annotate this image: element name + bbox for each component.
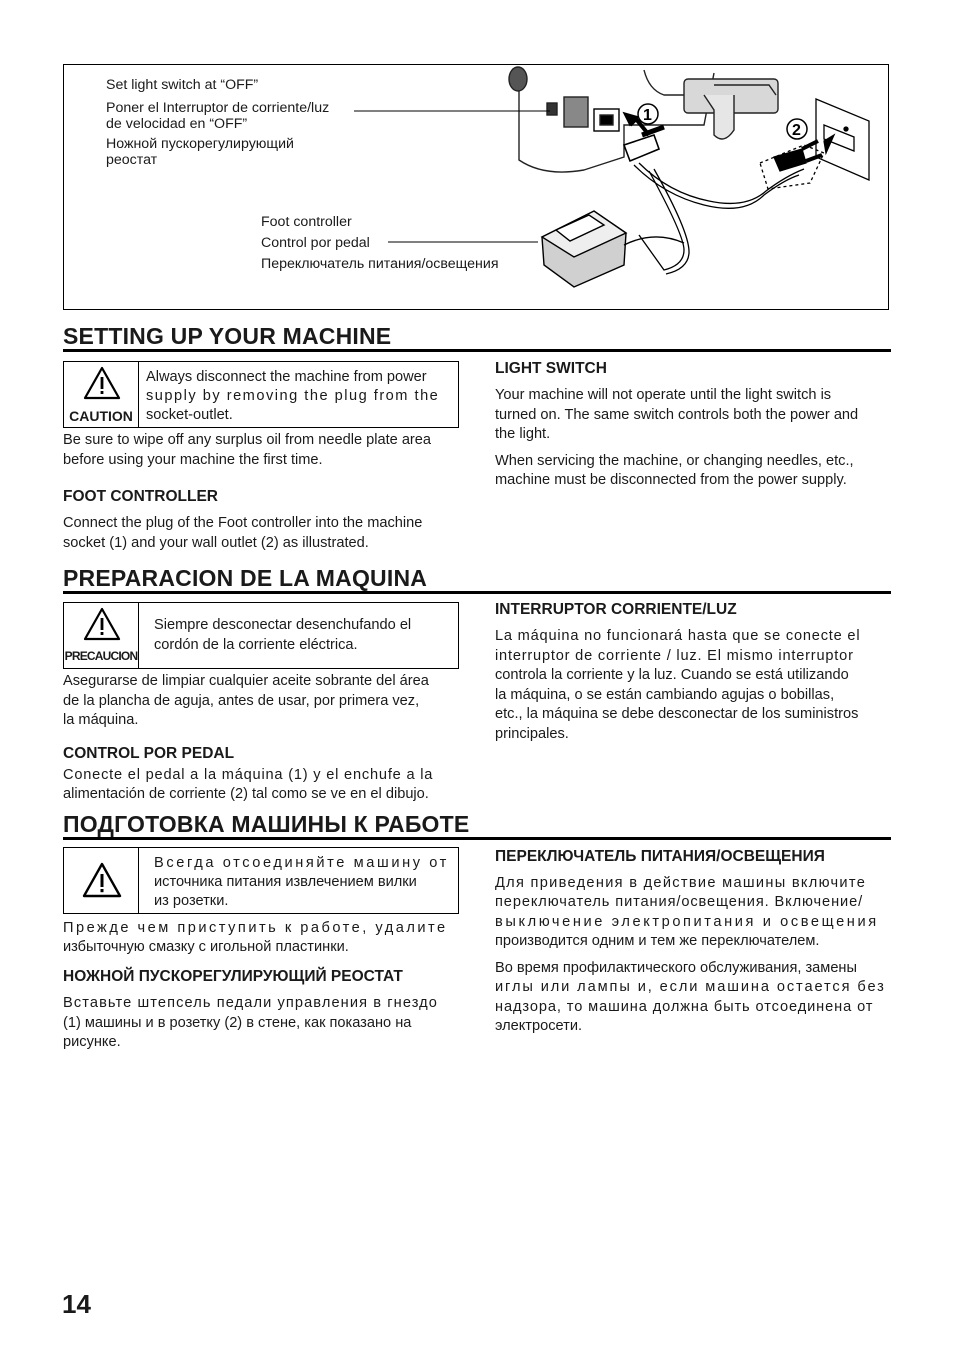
page-number: 14 — [62, 1289, 91, 1319]
light-ru-3: выключение электропитания и освещения — [495, 914, 879, 930]
light-en-2: turned on. The same switch controls both the power and — [495, 407, 859, 423]
precaucion-icon-cell — [64, 603, 139, 668]
light-es-5: etc., la máquina se debe desconectar de los suministros — [495, 706, 859, 722]
caution-text-es-1: Siempre desconectar desenchufando el — [154, 617, 412, 633]
light-ru-7: надзора, то машина должна быть отсоединена от — [495, 999, 874, 1015]
heading-light-es: INTERRUPTOR CORRIENTE/LUZ — [495, 601, 737, 618]
section-title-es: PREPARACION DE LA MAQUINA — [63, 565, 428, 591]
intro-ru-2: избыточную смазку с игольной пластинки. — [63, 939, 349, 955]
intro-es-3: la máquina. — [63, 712, 139, 728]
foot-es-1: Conecte el pedal a la máquina (1) y el enchufe a la — [63, 767, 434, 783]
light-ru-6: иглы или лампы и, если машина остается без — [495, 979, 886, 995]
foot-en-1: Connect the plug of the Foot controller into the machine — [63, 515, 423, 531]
caution-box-en — [63, 361, 459, 428]
switch-label-ru-1: Ножной пускорегулирующий — [106, 136, 294, 152]
power-cord-drawing — [634, 163, 804, 274]
light-ru-2: переключатель питания/освещения. Включение/ — [495, 894, 864, 910]
caution-text-ru-2: источника питания извлечением вилки — [154, 874, 417, 890]
marker-2-text: 2 — [792, 122, 801, 139]
section-title-en: SETTING UP YOUR MACHINE — [63, 323, 392, 349]
intro-ru-1: Прежде чем приступить к работе, удалите — [63, 920, 448, 936]
heading-light-en: LIGHT SWITCH — [495, 360, 607, 377]
warning-triangle-icon — [82, 862, 122, 898]
light-ru-1: Для приведения в действие машины включите — [495, 875, 867, 891]
light-ru-8: электросети. — [495, 1018, 583, 1034]
warning-triangle-icon — [83, 366, 121, 400]
caution-text-ru-3: из розетки. — [154, 893, 229, 909]
caution-label: CAUTION — [69, 408, 133, 424]
foot-ru-3: рисунке. — [63, 1034, 121, 1050]
caution-text-ru-1: Всегда отсоединяйте машину от — [154, 855, 449, 871]
light-es-3: controla la corriente y la luz. Cuando se está utilizando — [495, 667, 849, 683]
caution-text-en-1: Always disconnect the machine from power — [146, 369, 427, 385]
heading-foot-es: CONTROL POR PEDAL — [63, 745, 235, 762]
light-en-5: machine must be disconnected from the power supply. — [495, 472, 847, 488]
section-rule-es — [63, 591, 891, 594]
intro-es-2: de la plancha de aguja, antes de usar, por primera vez, — [63, 693, 420, 709]
foot-label-en: Foot controller — [261, 214, 352, 230]
marker-1-text: 1 — [643, 107, 652, 124]
section-rule-ru — [63, 837, 891, 840]
foot-en-2: socket (1) and your wall outlet (2) as illustrated. — [63, 535, 369, 551]
foot-ru-1: Вставьте штепсель педали управления в гнездо — [63, 995, 439, 1011]
intro-es-1: Asegurarse de limpiar cualquier aceite sobrante del área — [63, 673, 429, 689]
foot-label-es: Control por pedal — [261, 235, 370, 251]
light-en-4: When servicing the machine, or changing needles, etc., — [495, 453, 854, 469]
foot-ru-2: (1) машины и в розетку (2) в стене, как показано на — [63, 1015, 412, 1031]
light-en-1: Your machine will not operate until the light switch is — [495, 387, 832, 403]
section-title-ru: ПОДГОТОВКА МАШИНЫ К РАБОТЕ — [63, 811, 470, 837]
caution-icon-cell — [64, 362, 139, 427]
light-es-6: principales. — [495, 726, 569, 742]
precaucion-label: PRECAUCION — [64, 649, 138, 663]
light-es-1: La máquina no funcionará hasta que se conecte el — [495, 628, 861, 644]
foot-label-ru: Переключатель питания/освещения — [261, 256, 499, 272]
caution-text-es-2: cordón de la corriente eléctrica. — [154, 637, 358, 653]
switch-label-en: Set light switch at “OFF” — [106, 77, 259, 93]
heading-foot-ru: НОЖНОЙ ПУСКОРЕГУЛИРУЮЩИЙ РЕОСТАТ — [63, 968, 403, 985]
light-ru-4: производится одним и тем же переключателем. — [495, 933, 820, 949]
warning-triangle-icon — [83, 607, 121, 641]
caution-text-en-2: supply by removing the plug from the — [146, 388, 440, 404]
light-es-2: interruptor de corriente / luz. El mismo interruptor — [495, 648, 854, 664]
switch-label-es-2: de velocidad en “OFF” — [106, 116, 248, 132]
intro-en-2: before using your machine the first time. — [63, 452, 323, 468]
light-en-3: the light. — [495, 426, 551, 442]
heading-light-ru: ПЕРЕКЛЮЧАТЕЛЬ ПИТАНИЯ/ОСВЕЩЕНИЯ — [495, 848, 825, 865]
foot-pedal-drawing — [542, 211, 684, 287]
heading-foot-en: FOOT CONTROLLER — [63, 488, 218, 505]
caution-box-es — [63, 602, 459, 669]
caution-box-ru — [63, 847, 459, 914]
caution-text-en-3: socket-outlet. — [146, 407, 233, 423]
light-es-4: la máquina, o se están cambiando agujas o bobillas, — [495, 687, 835, 703]
ru-icon-cell — [64, 848, 139, 913]
section-rule-en — [63, 349, 891, 352]
foot-es-2: alimentación de corriente (2) tal como se ve en el dibujo. — [63, 786, 429, 802]
intro-en-1: Be sure to wipe off any surplus oil from needle plate area — [63, 432, 432, 448]
switch-label-ru-2: реостат — [106, 152, 158, 168]
light-ru-5: Во время профилактического обслуживания, замены — [495, 960, 857, 976]
switch-label-es-1: Poner el Interruptor de corriente/luz — [106, 100, 330, 116]
